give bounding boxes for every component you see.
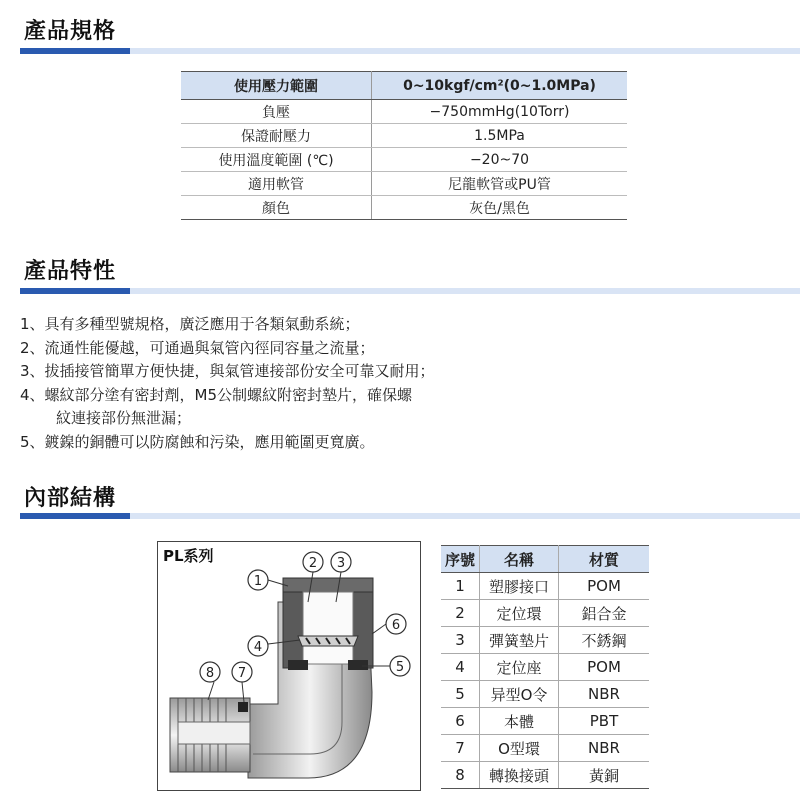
table-row [181, 172, 627, 196]
callout-number: 2 [308, 556, 318, 571]
parts-table [441, 545, 649, 789]
callout-number: 6 [391, 618, 401, 633]
callout-number: 1 [253, 574, 263, 589]
table-row [181, 100, 627, 124]
part-name: 轉換接頭 [480, 762, 559, 789]
part-name: O型環 [480, 735, 559, 762]
specs-title: 產品規格 [24, 19, 117, 44]
callout-number: 7 [237, 666, 247, 681]
part-material: 鋁合金 [559, 600, 650, 627]
part-material: NBR [559, 681, 650, 708]
list-item: 5、鍍鎳的銅體可以防腐蝕和污染，應用範圍更寬廣。 [20, 432, 375, 451]
table-row [441, 600, 649, 627]
part-material: 不銹鋼 [559, 627, 650, 654]
spec-value: −20~70 [372, 148, 628, 172]
spec-label: 使用溫度範圍 (℃) [181, 148, 372, 172]
feature-list [20, 313, 580, 454]
features-title: 產品特性 [24, 259, 117, 284]
part-material: 黃銅 [559, 762, 650, 789]
callout-number: 3 [336, 556, 346, 571]
list-item-continuation: 紋連接部份無泄漏； [56, 409, 192, 427]
list-item: 2、流通性能優越，可通過與氣管內徑同容量之流量； [20, 338, 375, 357]
table-row [181, 124, 627, 148]
callout-number: 8 [205, 666, 215, 681]
part-name: 彈簧墊片 [480, 627, 559, 654]
table-row [441, 627, 649, 654]
part-name: 定位環 [480, 600, 559, 627]
part-name: 异型O令 [480, 681, 559, 708]
spec-table-header [181, 72, 627, 100]
spec-value: −750mmHg(10Torr) [372, 100, 628, 124]
part-no: 4 [441, 654, 480, 681]
table-row [441, 708, 649, 735]
part-material: NBR [559, 735, 650, 762]
callout-number: 5 [395, 660, 405, 675]
part-material: POM [559, 654, 650, 681]
specs-title-bar [20, 48, 800, 54]
part-no: 3 [441, 627, 480, 654]
part-no: 5 [441, 681, 480, 708]
part-material: PBT [559, 708, 650, 735]
features-title-bar [20, 288, 800, 294]
part-no: 6 [441, 708, 480, 735]
table-row [181, 148, 627, 172]
parts-table-header [441, 546, 649, 573]
part-name: 塑膠接口 [480, 573, 559, 600]
list-item: 4、螺紋部分塗有密封劑，M5公制螺紋附密封墊片，確保螺 [20, 385, 413, 404]
oring-part [238, 702, 248, 712]
col-header-material: 材質 [559, 546, 650, 573]
spec-label: 保證耐壓力 [181, 124, 372, 148]
structure-title-bar [20, 513, 800, 519]
spec-label: 負壓 [181, 100, 372, 124]
oring-part [288, 660, 308, 670]
spec-header-value: 0~10kgf/cm²(0~1.0MPa) [372, 72, 628, 100]
spec-label: 顏色 [181, 196, 372, 220]
oring-part [348, 660, 368, 670]
list-item: 3、拔插接管簡單方便快捷，與氣管連接部份安全可靠又耐用； [20, 362, 435, 380]
list-item: 1、具有多種型號規格，廣泛應用于各類氣動系統； [20, 315, 360, 333]
collet-part [283, 578, 373, 592]
structure-title: 內部結構 [24, 486, 117, 511]
spec-table [181, 71, 627, 220]
spec-value: 1.5MPa [372, 124, 628, 148]
part-no: 8 [441, 762, 480, 789]
table-row [441, 681, 649, 708]
table-row [441, 654, 649, 681]
part-no: 1 [441, 573, 480, 600]
fitting-cross-section [158, 542, 420, 790]
part-name: 本體 [480, 708, 559, 735]
part-name: 定位座 [480, 654, 559, 681]
pl-series-diagram [157, 541, 421, 791]
adapter-part [178, 722, 250, 744]
table-row [441, 762, 649, 789]
part-no: 7 [441, 735, 480, 762]
part-material: POM [559, 573, 650, 600]
col-header-name: 名稱 [480, 546, 559, 573]
spec-header-label: 使用壓力範圍 [181, 72, 372, 100]
diagram-label: PL系列 [163, 547, 214, 565]
spec-value: 尼龍軟管或PU管 [372, 172, 628, 196]
col-header-no: 序號 [441, 546, 480, 573]
tube-part [303, 592, 353, 664]
spec-value: 灰色/黑色 [372, 196, 628, 220]
spec-label: 適用軟管 [181, 172, 372, 196]
table-row [441, 735, 649, 762]
table-row [181, 196, 627, 220]
callout-number: 4 [253, 640, 263, 655]
table-row [441, 573, 649, 600]
part-no: 2 [441, 600, 480, 627]
